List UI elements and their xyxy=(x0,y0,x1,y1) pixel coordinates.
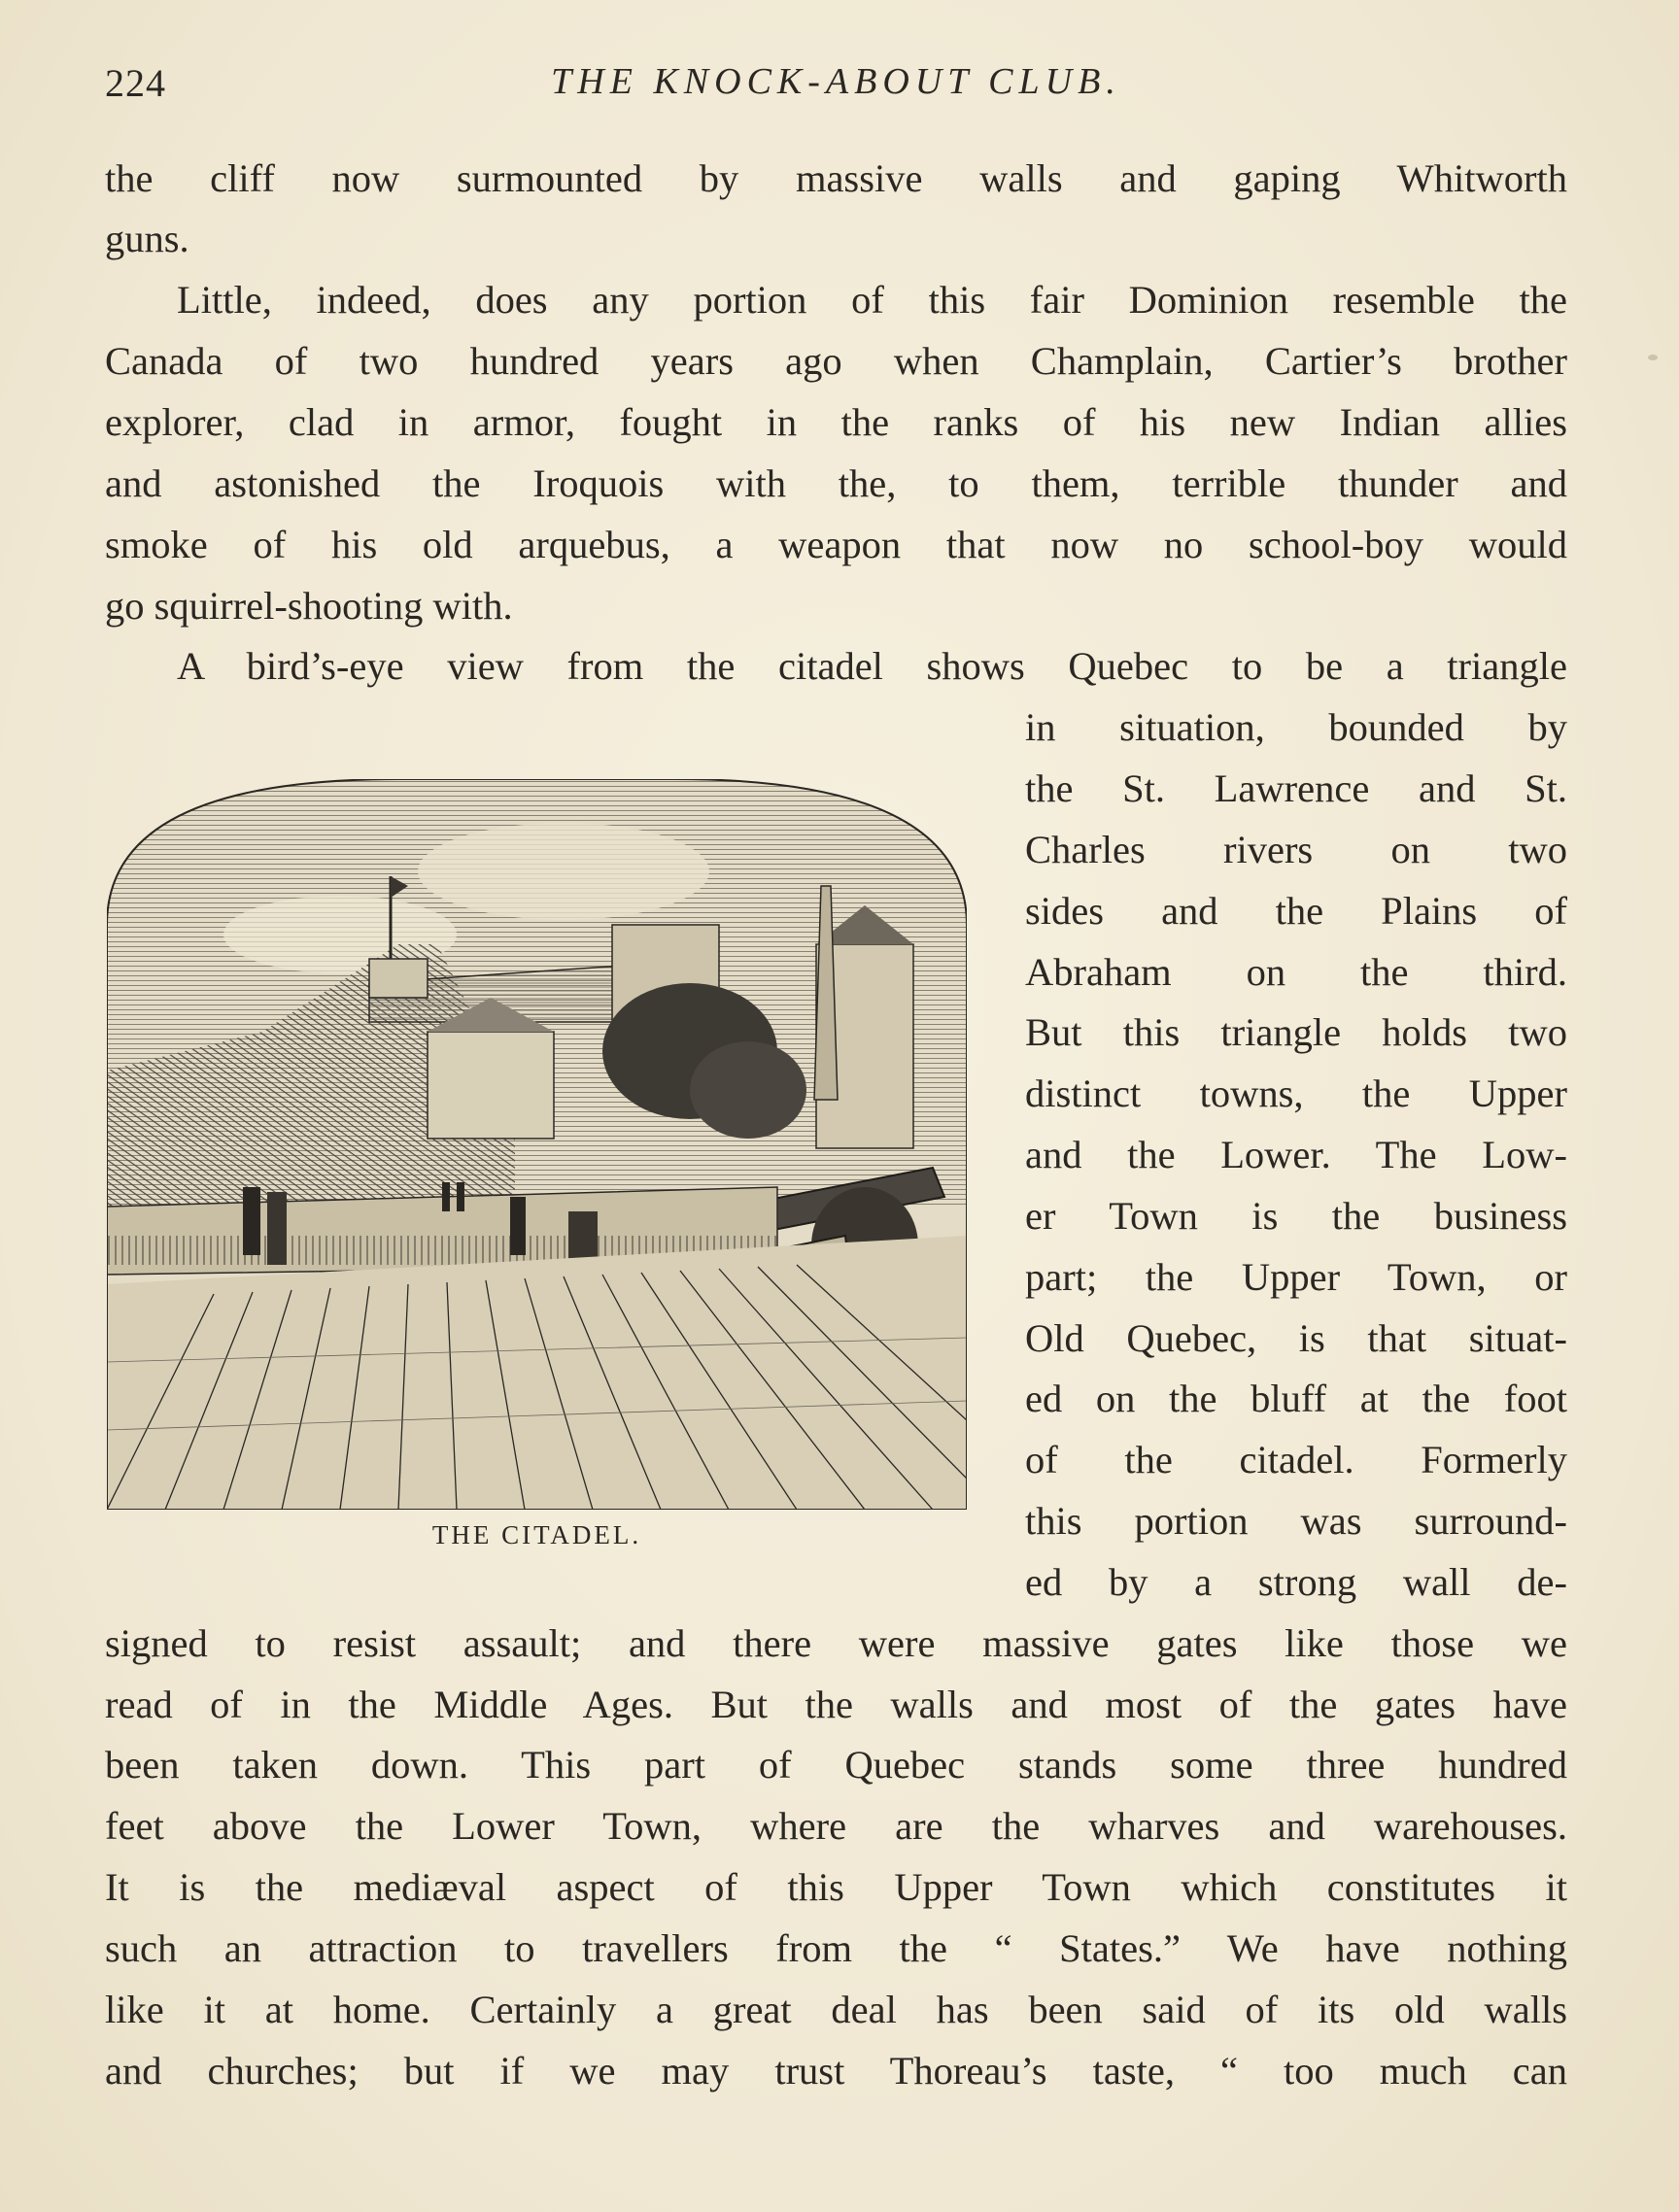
text-line: Little, indeed, does any portion of this fair Dominion resemble the xyxy=(177,278,1567,322)
text-line: Old Quebec, is that situat- xyxy=(1025,1316,1567,1360)
text-line: in situation, bounded by xyxy=(1025,705,1567,749)
figure-caption: THE CITADEL. xyxy=(431,1520,642,1549)
text-line: But this triangle holds two xyxy=(1025,1010,1567,1054)
text-line: ed by a strong wall de- xyxy=(1025,1560,1567,1604)
text-line: been taken down. This part of Quebec stands some three hundred xyxy=(105,1743,1567,1787)
text-line: Charles rivers on two xyxy=(1025,828,1567,871)
text-line: Abraham on the third. xyxy=(1025,950,1567,994)
text-line: A bird’s-eye view from the citadel shows Quebec to be a triangle xyxy=(177,644,1567,688)
text-line: Canada of two hundred years ago when Champlain, Cartier’s brother xyxy=(105,339,1567,383)
text-line: of the citadel. Formerly xyxy=(1025,1438,1567,1481)
paper-blemish xyxy=(1648,355,1658,360)
running-head: THE KNOCK-ABOUT CLUB. xyxy=(551,61,1121,102)
text-line: and astonished the Iroquois with the, to them, terrible thunder and xyxy=(105,461,1567,505)
text-line: guns. xyxy=(105,217,189,260)
text-line: read of in the Middle Ages. But the walls and most of the gates have xyxy=(105,1683,1567,1726)
text-line: feet above the Lower Town, where are the wharves and warehouses. xyxy=(105,1804,1567,1848)
text-line: this portion was surround- xyxy=(1025,1499,1567,1543)
text-line: ed on the bluff at the foot xyxy=(1025,1377,1567,1420)
text-line: and the Lower. The Low- xyxy=(1025,1133,1567,1176)
text-line: It is the mediæval aspect of this Upper Town which constitutes it xyxy=(105,1865,1567,1909)
text-line: go squirrel-shooting with. xyxy=(105,584,513,628)
text-line: smoke of his old arquebus, a weapon that now no school-boy would xyxy=(105,523,1567,566)
text-line: and churches; but if we may trust Thoreau’s taste, “ too much can xyxy=(105,2049,1567,2093)
citadel-engraving xyxy=(107,779,967,1510)
text-line: distinct towns, the Upper xyxy=(1025,1072,1567,1115)
page-number: 224 xyxy=(105,61,166,105)
text-line: such an attraction to travellers from the “ States.” We have nothing xyxy=(105,1926,1567,1970)
text-line: signed to resist assault; and there were massive gates like those we xyxy=(105,1621,1567,1665)
text-line: like it at home. Certainly a great deal has been said of its old walls xyxy=(105,1988,1567,2031)
text-line: the cliff now surmounted by massive walls and gaping Whitworth xyxy=(105,156,1567,200)
text-line: er Town is the business xyxy=(1025,1194,1567,1238)
text-line: explorer, clad in armor, fought in the ranks of his new Indian allies xyxy=(105,400,1567,444)
text-line: part; the Upper Town, or xyxy=(1025,1255,1567,1299)
page-header xyxy=(105,60,1567,119)
text-line: sides and the Plains of xyxy=(1025,889,1567,933)
text-line: the St. Lawrence and St. xyxy=(1025,766,1567,810)
